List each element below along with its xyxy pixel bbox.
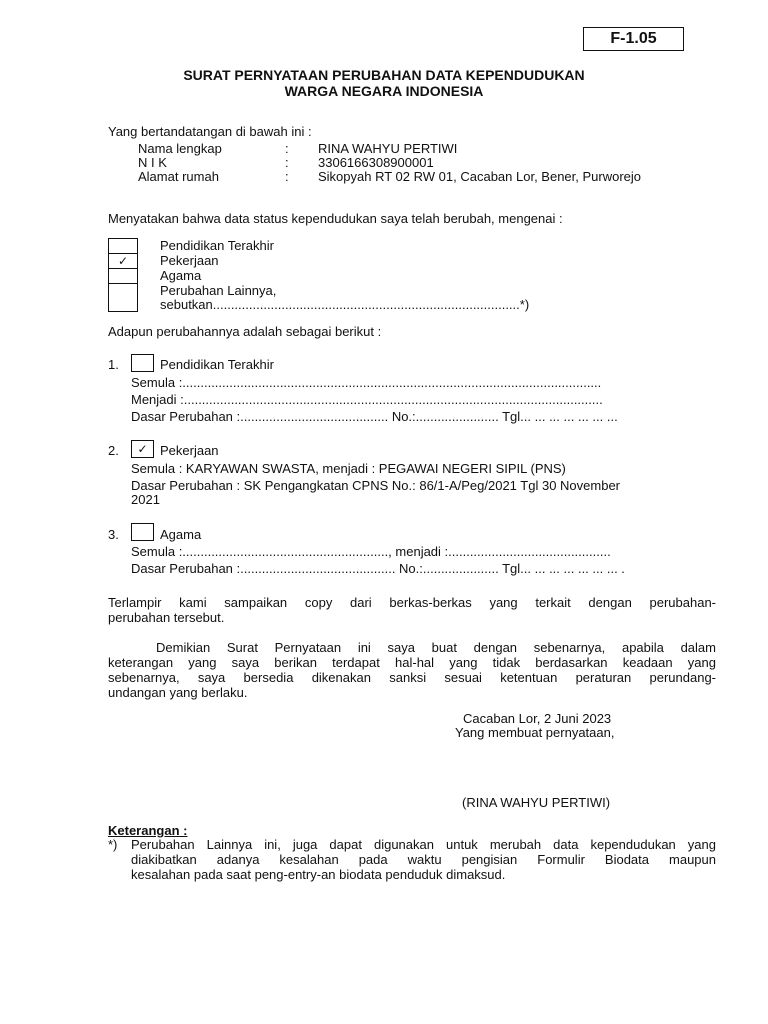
section3-title: Agama [160, 527, 202, 542]
nik-separator: : [285, 155, 289, 170]
declaration-line4: undangan yang berlaku. [108, 685, 248, 700]
section1-number: 1. [108, 357, 119, 372]
section2-dasar-line2: 2021 [131, 492, 160, 507]
statement-text: Menyatakan bahwa data status kependudukan saya telah berubah, mengenai : [108, 211, 563, 226]
section2-number: 2. [108, 443, 119, 458]
section1-semula: Semula :.................................................................................................................... [131, 375, 602, 390]
declaration-line2: keterangan yang saya berikan terdapat hal-hal yang tidak berdasarkan keadaan yang [108, 655, 716, 670]
note-line2: diakibatkan adanya kesalahan pada waktu pengisian Formulir Biodata maupun [131, 852, 716, 867]
name-separator: : [285, 141, 289, 156]
section3-semula: Semula :........................................................., menjadi :............................................. [131, 544, 611, 559]
attachment-paragraph [108, 595, 716, 625]
section1-menjadi: Menjadi :.................................................................................................................... [131, 392, 603, 407]
section2-semula: Semula : KARYAWAN SWASTA, menjadi : PEGAWAI NEGERI SIPIL (PNS) [131, 461, 566, 476]
checkbox-lainnya[interactable] [108, 283, 138, 312]
nik-value: 3306166308900001 [318, 155, 434, 170]
note-line3: kesalahan pada saat peng-entry-an biodata penduduk dimaksud. [131, 867, 506, 882]
section3-number: 3. [108, 527, 119, 542]
document-title-line1: SURAT PERNYATAAN PERUBAHAN DATA KEPENDUDUKAN [183, 67, 585, 83]
checkbox-pendidikan[interactable] [108, 238, 138, 253]
note-paragraph [131, 837, 716, 882]
declaration-paragraph [108, 640, 716, 700]
declaration-line1: Demikian Surat Pernyataan ini saya buat dengan sebenarnya, apabila dalam [156, 640, 716, 655]
section1-dasar: Dasar Perubahan :......................................... No.:....................... Tgl... ... ... ... ... ... ... [131, 409, 618, 424]
document-title-line2: WARGA NEGARA INDONESIA [284, 83, 484, 99]
note-heading: Keterangan : [108, 823, 188, 838]
signatory-name: (RINA WAHYU PERTIWI) [462, 795, 611, 810]
checklist-label-agama: Agama [160, 268, 202, 283]
name-value: RINA WAHYU PERTIWI [318, 141, 458, 156]
note-marker: *) [108, 837, 118, 852]
maker-label: Yang membuat pernyataan, [455, 725, 615, 740]
attachment-line2: perubahan tersebut. [108, 610, 225, 625]
section3-dasar: Dasar Perubahan :........................................... No.:..................... Tgl... ... ... ... ... ... ... . [131, 561, 625, 576]
address-label: Alamat rumah [138, 169, 219, 184]
checklist-label-pendidikan: Pendidikan Terakhir [160, 238, 274, 253]
checkbox-agama[interactable] [108, 268, 138, 283]
section2-checkbox[interactable]: ✓ [131, 440, 154, 458]
nik-label: N I K [138, 155, 167, 170]
place-date: Cacaban Lor, 2 Juni 2023 [463, 711, 612, 726]
changes-intro: Adapun perubahannya adalah sebagai berikut : [108, 324, 382, 339]
form-code-box: F-1.05 [583, 27, 684, 51]
address-value: Sikopyah RT 02 RW 01, Cacaban Lor, Bener, Purworejo [318, 169, 642, 184]
section2-dasar-line1: Dasar Perubahan : SK Pengangkatan CPNS No.: 86/1-A/Peg/2021 Tgl 30 November [131, 478, 620, 493]
note-line1: Perubahan Lainnya ini, juga dapat digunakan untuk merubah data kependudukan yang [131, 837, 716, 852]
declaration-line3: sebenarnya, saya bersedia dikenakan sanksi sesuai ketentuan peraturan perundang- [108, 670, 716, 685]
checklist-label-pekerjaan: Pekerjaan [160, 253, 219, 268]
attachment-line1: Terlampir kami sampaikan copy dari berkas-berkas yang terkait dengan perubahan- [108, 595, 716, 610]
address-separator: : [285, 169, 289, 184]
section3-checkbox[interactable] [131, 523, 154, 541]
section1-title: Pendidikan Terakhir [160, 357, 274, 372]
intro-text: Yang bertandatangan di bawah ini : [108, 124, 312, 139]
checkbox-pekerjaan[interactable]: ✓ [108, 253, 138, 268]
section2-title: Pekerjaan [160, 443, 219, 458]
section1-checkbox[interactable] [131, 354, 154, 372]
checklist-label-lainnya: Perubahan Lainnya, [160, 283, 277, 298]
checklist-other-specify: sebutkan.....................................................................................*) [160, 297, 530, 312]
name-label: Nama lengkap [138, 141, 222, 156]
